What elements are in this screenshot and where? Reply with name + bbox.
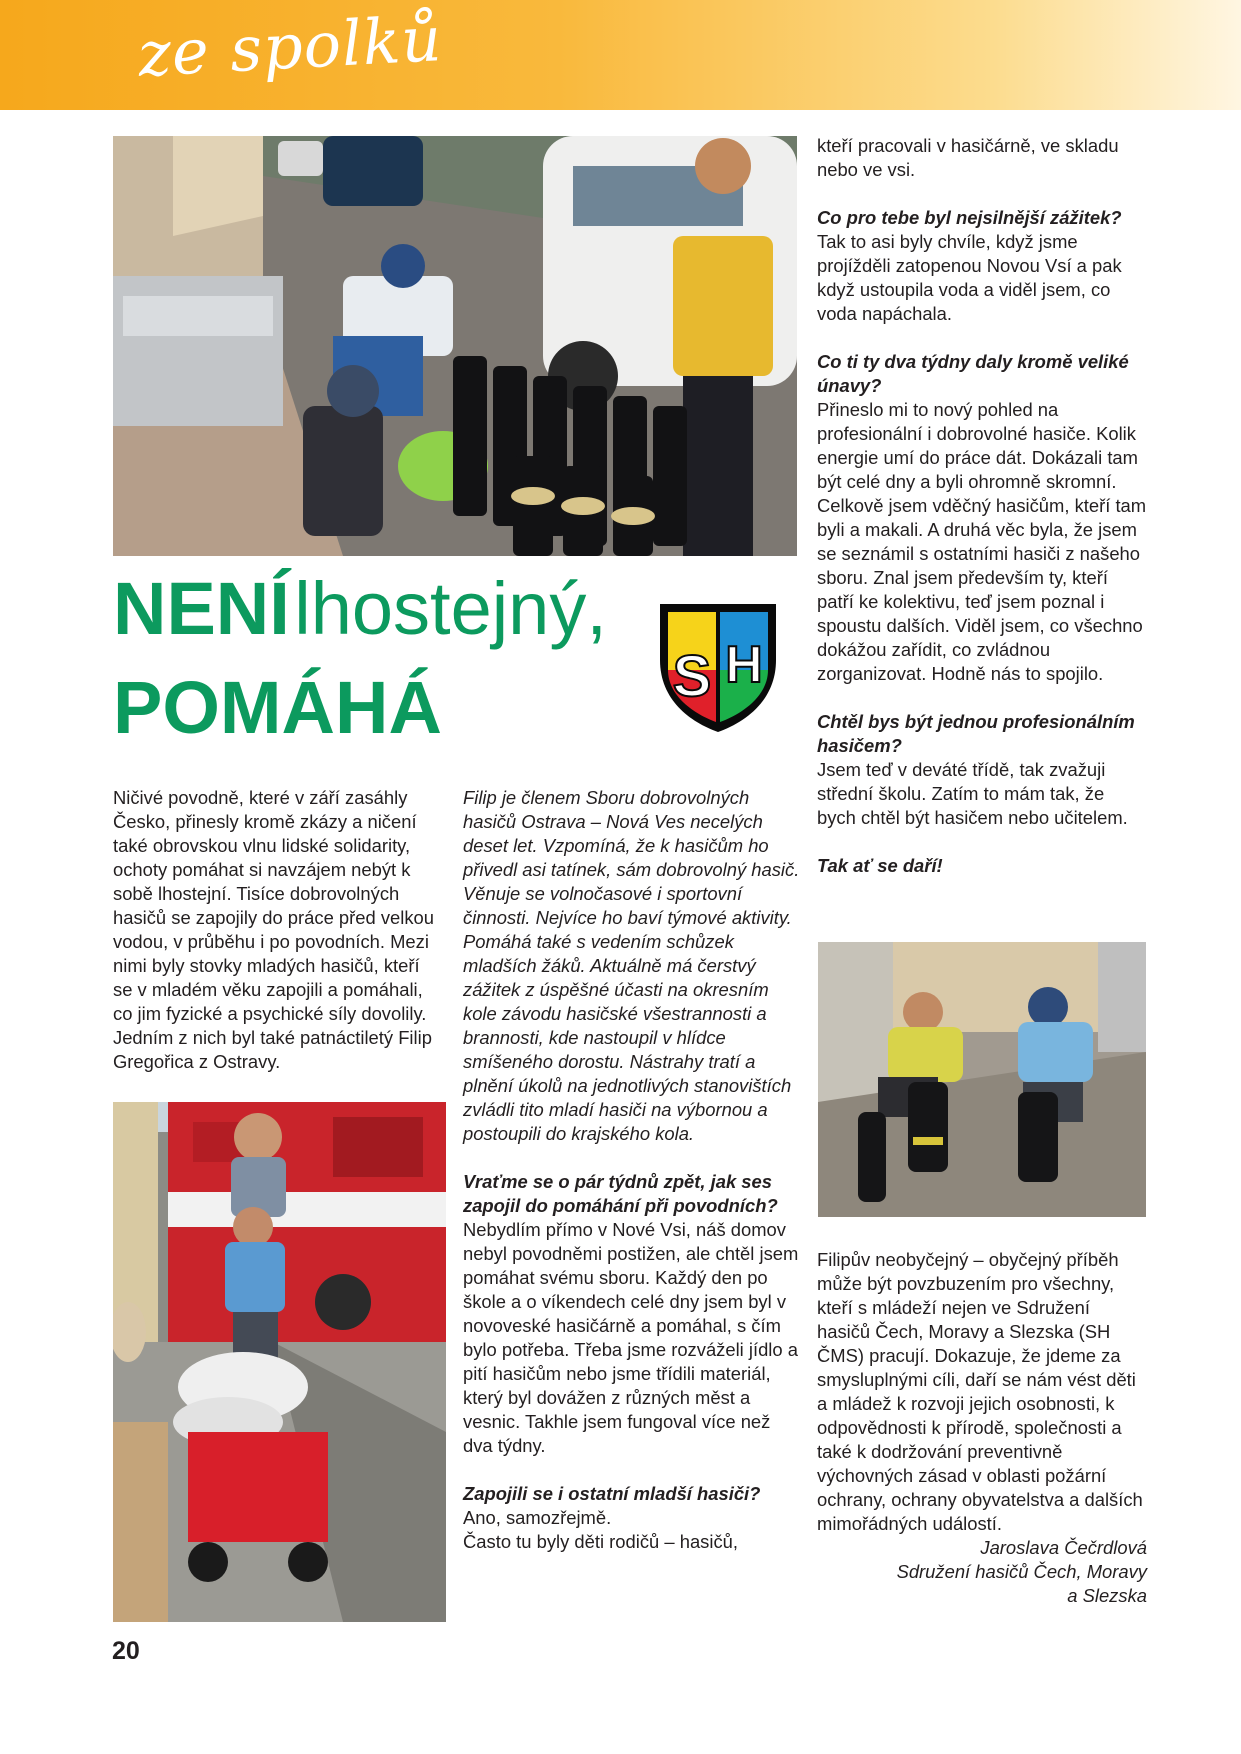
intro-paragraph: Ničivé povodně, které v září zasáhly Česko, přinesly kromě zkázy a ničení také obrovskou vlnu lidské solidarity, ochoty pomáhat si navzájem nebýt k sobě lhostejní. Tisíce dobrovolných hasičů se zapojily do práce před velkou vodou, v průběhu i po povodních. Mezi nimi byly stovky mladých hasičů, kteří se v mladém věku zapojili a pomáhali, co jim fyzické a psychické síly dovolily. Jedním z nich byl také patnáctiletý Filip Gregořica z Ostravy. bbox=[113, 787, 435, 1072]
closing-line: Tak ať se daří! bbox=[817, 855, 943, 876]
continued-text: kteří pracovali v hasičárně, ve skladu nebo ve vsi. bbox=[817, 135, 1119, 180]
question-1: Vraťme se o pár týdnů zpět, jak ses zapojil do pomáhání při povodních? bbox=[463, 1171, 778, 1216]
answer-3: Tak to asi byly chvíle, když jsme projížděli zatopenou Novou Vsí a pak když ustoupila voda a viděl jsem, co voda napáchala. bbox=[817, 231, 1122, 324]
headline bbox=[113, 567, 607, 749]
author-name: Jaroslava Čečrdlová bbox=[980, 1537, 1147, 1558]
column-1 bbox=[113, 786, 437, 1074]
section-title: ze spolků bbox=[136, 2, 444, 91]
question-5: Chtěl bys být jednou profesionálním hasičem? bbox=[817, 711, 1135, 756]
outro-paragraph: Filipův neobyčejný – obyčejný příběh může být povzbuzením pro všechny, kteří s mládeží nejen ve Sdružení hasičů Čech, Moravy a Slezska (SH ČMS) pracují. Dokazuje, že jdeme za smysluplnými cíli, daří se nám vést děti a mládež k rozvoji jejich osobnosti, k odpovědnosti k přírodě, společnosti a také k dodržování preventivně výchovných zásad v oblasti požární ochrany, ochrany obyvatelstva a dalších mimořádných událostí. bbox=[817, 1249, 1143, 1534]
lead-paragraph: Filip je členem Sboru dobrovolných hasičů Ostrava – Nová Ves necelých deset let. Vzpomíná, že k hasičům ho přivedl asi tatínek, sám dobrovolný hasič. Věnuje se volnočasové i sportovní činnosti. Nejvíce ho baví týmové aktivity. Pomáhá také s vedením schůzek mladších žáků. Aktuálně má čerstvý zážitek z úspěšné účasti na okresním kole závodu hasičské všestrannosti a brannosti, kde nastoupil v hlídce smíšeného dorostu. Nástrahy tratí a plnění úkolů na jednotlivých stanovištích zvládli tito mladí hasiči na výbornou a postoupili do krajského kola. bbox=[463, 787, 800, 1144]
photo-fire-truck bbox=[113, 1102, 446, 1622]
photo-boots bbox=[113, 136, 797, 556]
answer-4: Přineslo mi to nový pohled na profesionální i dobrovolné hasiče. Kolik energie umí do práce dát. Dokázali tam být celé dny a byli ohromně skromní. Celkově jsem vděčný hasičům, kteří tam byli a makali. A druhá věc byla, že jsem se seznámil s ostatními hasiči z našeho sboru. Znal jsem především ty, kteří patří ke kolektivu, teď jsem poznal i spoustu dalších. Viděl jsem, co všechno dokážou zařídit, co zvládnou zorganizovat. Hodně nás to spojilo. bbox=[817, 399, 1147, 684]
sh-shield-logo bbox=[654, 600, 782, 735]
question-2: Zapojili se i ostatní mladší hasiči? bbox=[463, 1483, 761, 1504]
column-3-bottom bbox=[817, 1248, 1147, 1608]
headline-light-1: lhostejný, bbox=[294, 567, 607, 650]
answer-2-line-1: Ano, samozřejmě. bbox=[463, 1507, 612, 1528]
column-2 bbox=[463, 786, 800, 1554]
author-org-line-2: a Slezska bbox=[1067, 1585, 1147, 1606]
photo-cleaning-boots bbox=[818, 942, 1146, 1217]
logo-letter-s: S bbox=[672, 644, 712, 709]
column-3 bbox=[817, 134, 1147, 878]
answer-5: Jsem teď v deváté třídě, tak zvažuji střední školu. Zatím to mám tak, že bych chtěl být hasičem nebo učitelem. bbox=[817, 759, 1128, 828]
question-3: Co pro tebe byl nejsilnější zážitek? bbox=[817, 207, 1122, 228]
answer-1: Nebydlím přímo v Nové Vsi, náš domov nebyl povodněmi postižen, ale chtěl jsem pomáhat svému sboru. Každý den po škole a o víkendech celé dny jsem byl v novoveské hasičárně a pomáhal, s čím bylo potřeba. Třeba jsme rozváželi jídlo a pití hasičům nebo jsme třídili materiál, který byl dovážen z různých měst a vesnic. Takhle jsem fungoval více než dva týdny. bbox=[463, 1219, 799, 1456]
answer-2-line-2: Často tu byly děti rodičů – hasičů, bbox=[463, 1531, 738, 1552]
headline-bold-1: NENÍ bbox=[113, 567, 290, 650]
question-4: Co ti ty dva týdny daly kromě veliké únavy? bbox=[817, 351, 1129, 396]
author-org-line-1: Sdružení hasičů Čech, Moravy bbox=[896, 1561, 1147, 1582]
logo-letter-h: H bbox=[725, 636, 763, 694]
headline-bold-2: POMÁHÁ bbox=[113, 666, 442, 749]
page-number: 20 bbox=[112, 1637, 140, 1665]
